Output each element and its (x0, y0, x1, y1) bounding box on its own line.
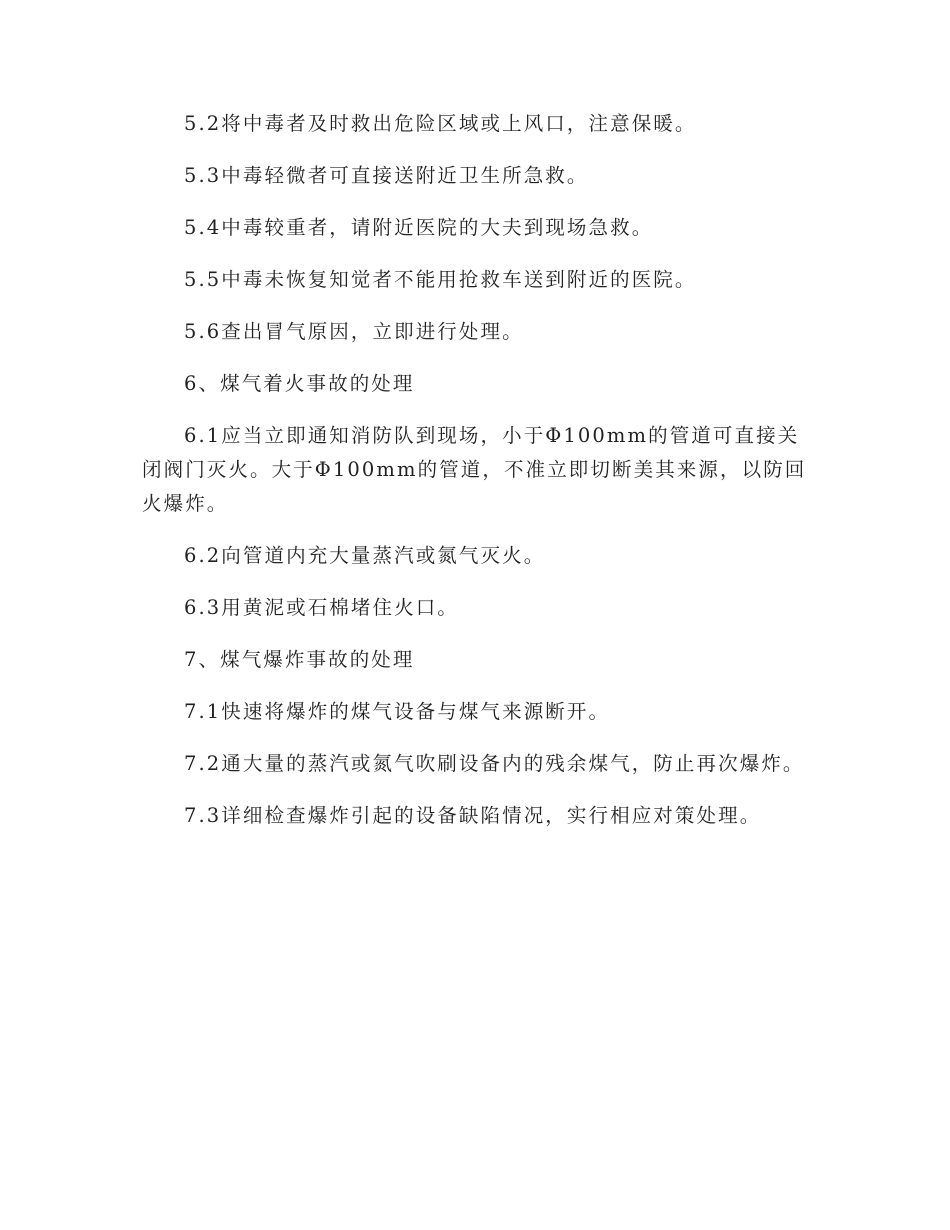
paragraph-6-1: 6.1应当立即通知消防队到现场，小于Φ100mm的管道可直接关闭阀门灭火。大于Φ100mm的管道，不准立即切断美其来源，以防回火爆炸。 (142, 424, 807, 515)
paragraph-5-3: 5.3中毒轻微者可直接送附近卫生所急救。 (184, 164, 589, 187)
paragraph-7-2: 7.2通大量的蒸汽或氮气吹刷设备内的残余煤气，防止再次爆炸。 (184, 752, 805, 775)
paragraph-7-1: 7.1快速将爆炸的煤气设备与煤气来源断开。 (184, 700, 611, 723)
paragraph-5-2: 5.2将中毒者及时救出危险区域或上风口，注意保暖。 (184, 112, 697, 135)
paragraph-6-2: 6.2向管道内充大量蒸汽或氮气灭火。 (184, 544, 546, 567)
paragraph-5-6: 5.6查出冒气原因，立即进行处理。 (184, 320, 524, 343)
paragraph-5-4: 5.4中毒较重者，请附近医院的大夫到现场急救。 (184, 216, 654, 239)
section-heading-6: 6、煤气着火事故的处理 (184, 372, 415, 395)
paragraph-6-3: 6.3用黄泥或石棉堵住火口。 (184, 596, 459, 619)
paragraph-5-5: 5.5中毒未恢复知觉者不能用抢救车送到附近的医院。 (184, 268, 697, 291)
document-body (142, 111, 810, 855)
section-heading-7: 7、煤气爆炸事故的处理 (184, 648, 415, 671)
paragraph-7-3: 7.3详细检查爆炸引起的设备缺陷情况，实行相应对策处理。 (184, 804, 762, 827)
